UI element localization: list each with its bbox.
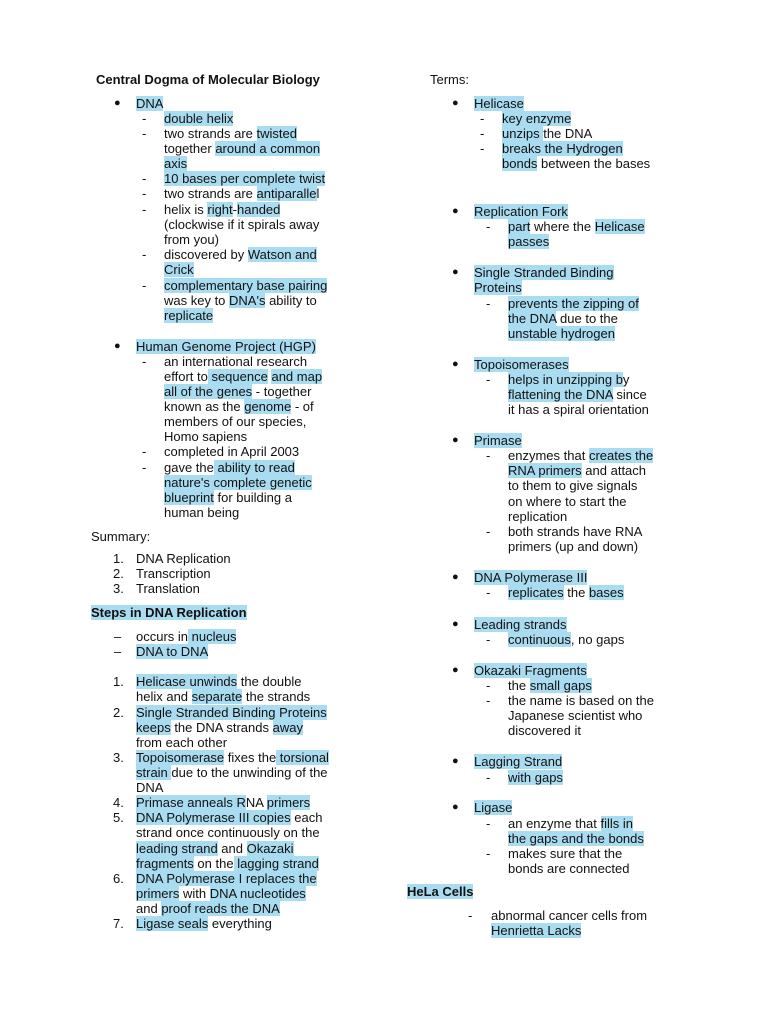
dash: - xyxy=(142,202,147,217)
term-item: an enzyme that fills in xyxy=(508,816,634,831)
term-item: enzymes that creates the xyxy=(508,448,654,463)
term-heading-cont: Proteins xyxy=(474,280,522,295)
dash: – xyxy=(114,644,122,659)
term-item-cont: the DNA due to the xyxy=(508,311,618,326)
dash: - xyxy=(486,296,491,311)
step-item-cont: fragments on the lagging strand xyxy=(136,856,319,871)
bullet: ● xyxy=(114,97,121,109)
bullet: ● xyxy=(452,434,459,446)
hgp-item-cont: all of the genes - together xyxy=(164,384,312,399)
hgp-item: completed in April 2003 xyxy=(164,444,300,459)
dash: - xyxy=(142,278,147,293)
dash: - xyxy=(486,816,491,831)
term-heading: Leading strands xyxy=(474,617,567,632)
terms-label: Terms: xyxy=(430,72,469,87)
bullet: ● xyxy=(452,358,459,370)
dna-item-cont: axis xyxy=(164,156,188,171)
dna-heading: DNA xyxy=(136,96,164,111)
steps-heading: Steps in DNA Replication xyxy=(91,605,247,620)
hgp-heading: Human Genome Project (HGP) xyxy=(136,339,316,354)
hgp-item-cont: effort to sequence and map xyxy=(164,369,323,384)
term-item: prevents the zipping of xyxy=(508,296,639,311)
hgp-item-cont: Homo sapiens xyxy=(164,429,248,444)
term-item: helps in unzipping by xyxy=(508,372,630,387)
hgp-item-cont: members of our species, xyxy=(164,414,307,429)
term-item-cont: discovered it xyxy=(508,723,581,738)
step-item: DNA Polymerase I replaces the xyxy=(136,871,317,886)
step-item-cont: keeps the DNA strands away xyxy=(136,720,303,735)
term-item: key enzyme xyxy=(502,111,572,126)
dash: - xyxy=(486,448,491,463)
list-number: 5. xyxy=(113,810,124,825)
term-item: with gaps xyxy=(508,770,563,785)
term-item-cont: bonds are connected xyxy=(508,861,630,876)
summary-item: Transcription xyxy=(136,566,211,581)
dash: - xyxy=(486,372,491,387)
step-item-cont: leading strand and Okazaki xyxy=(136,841,294,856)
step-item: DNA Polymerase III copies each xyxy=(136,810,323,825)
step-item-cont: and proof reads the DNA xyxy=(136,901,280,916)
hela-heading: HeLa Cells xyxy=(407,884,474,899)
dash: - xyxy=(142,444,147,459)
term-heading: Lagging Strand xyxy=(474,754,563,769)
steps-note: DNA to DNA xyxy=(136,644,209,659)
list-number: 2. xyxy=(113,566,124,581)
step-item-cont: strain due to the unwinding of the xyxy=(136,765,328,780)
step-item: Primase anneals RNA primers xyxy=(136,795,311,810)
dash: - xyxy=(486,678,491,693)
term-item: makes sure that the xyxy=(508,846,623,861)
dna-item-cont: replicate xyxy=(164,308,214,323)
bullet: ● xyxy=(452,664,459,676)
bullet: ● xyxy=(452,97,459,109)
dash: - xyxy=(486,524,491,539)
dash: – xyxy=(114,629,122,644)
list-number: 4. xyxy=(113,795,124,810)
dash: - xyxy=(486,693,491,708)
dash: - xyxy=(486,846,491,861)
list-number: 1. xyxy=(113,551,124,566)
bullet: ● xyxy=(452,618,459,630)
term-heading: Single Stranded Binding xyxy=(474,265,614,280)
dna-item: two strands are antiparallel xyxy=(164,186,320,201)
hgp-item-cont: known as the genome - of xyxy=(164,399,314,414)
summary-label: Summary: xyxy=(91,529,151,544)
dash: - xyxy=(142,171,147,186)
hgp-item: gave the ability to read xyxy=(164,460,295,475)
dash: - xyxy=(486,219,491,234)
step-item: Single Stranded Binding Proteins xyxy=(136,705,327,720)
term-item-cont: flattening the DNA since xyxy=(508,387,647,402)
hgp-item-cont: human being xyxy=(164,505,240,520)
dash: - xyxy=(486,585,491,600)
summary-item: DNA Replication xyxy=(136,551,231,566)
bullet: ● xyxy=(452,801,459,813)
bullet: ● xyxy=(452,266,459,278)
term-item-cont: unstable hydrogen xyxy=(508,326,615,341)
summary-item: Translation xyxy=(136,581,200,596)
bullet: ● xyxy=(452,205,459,217)
dash: - xyxy=(142,354,147,369)
term-item: unzips the DNA xyxy=(502,126,593,141)
dash: - xyxy=(142,186,147,201)
dna-item: double helix xyxy=(164,111,234,126)
term-item: the small gaps xyxy=(508,678,592,693)
step-item-cont: DNA xyxy=(136,780,164,795)
term-heading: Topoisomerases xyxy=(474,357,569,372)
term-heading: Okazaki Fragments xyxy=(474,663,587,678)
step-item-cont: primers with DNA nucleotides xyxy=(136,886,306,901)
step-item-cont: strand once continuously on the xyxy=(136,825,320,840)
dash: - xyxy=(480,126,485,141)
term-item-cont: primers (up and down) xyxy=(508,539,639,554)
step-item: Ligase seals everything xyxy=(136,916,272,931)
list-number: 2. xyxy=(113,705,124,720)
hela-item: abnormal cancer cells from xyxy=(491,908,648,923)
term-item-cont: bonds between the bases xyxy=(502,156,651,171)
term-item-cont: RNA primers and attach xyxy=(508,463,647,478)
step-item-cont: helix and separate the strands xyxy=(136,689,311,704)
dash: - xyxy=(486,632,491,647)
term-item-cont: it has a spiral orientation xyxy=(508,402,649,417)
hgp-item: an international research xyxy=(164,354,308,369)
dna-item-cont: from you) xyxy=(164,232,219,247)
term-item: both strands have RNA xyxy=(508,524,643,539)
bullet: ● xyxy=(452,571,459,583)
term-heading: Helicase xyxy=(474,96,524,111)
term-item: part where the Helicase xyxy=(508,219,645,234)
term-item-cont: to them to give signals xyxy=(508,478,638,493)
dna-item: complementary base pairing xyxy=(164,278,328,293)
list-number: 6. xyxy=(113,871,124,886)
dna-item: two strands are twisted xyxy=(164,126,297,141)
term-heading: Ligase xyxy=(474,800,513,815)
step-item-cont: from each other xyxy=(136,735,228,750)
dna-item-cont: Crick xyxy=(164,262,194,277)
term-heading: DNA Polymerase III xyxy=(474,570,588,585)
term-item: continuous, no gaps xyxy=(508,632,625,647)
list-number: 3. xyxy=(113,750,124,765)
term-item: the name is based on the xyxy=(508,693,654,708)
bullet: ● xyxy=(114,340,121,352)
dash: - xyxy=(142,460,147,475)
term-item-cont: passes xyxy=(508,234,550,249)
bullet: ● xyxy=(452,755,459,767)
term-item-cont: the gaps and the bonds xyxy=(508,831,644,846)
hgp-item-cont: nature's complete genetic xyxy=(164,475,312,490)
term-item: replicates the bases xyxy=(508,585,624,600)
dna-item: 10 bases per complete twist xyxy=(164,171,326,186)
term-item-cont: Japanese scientist who xyxy=(508,708,643,723)
dash: - xyxy=(142,247,147,262)
dna-item-cont: (clockwise if it spirals away xyxy=(164,217,320,232)
term-heading: Primase xyxy=(474,433,522,448)
step-item: Helicase unwinds the double xyxy=(136,674,302,689)
term-item-cont: replication xyxy=(508,509,568,524)
dna-item: helix is right-handed xyxy=(164,202,281,217)
hgp-item-cont: blueprint for building a xyxy=(164,490,292,505)
dash: - xyxy=(142,126,147,141)
steps-note: occurs in nucleus xyxy=(136,629,237,644)
page-title: Central Dogma of Molecular Biology xyxy=(96,72,320,87)
dash: - xyxy=(480,141,485,156)
step-item: Topoisomerase fixes the torsional xyxy=(136,750,329,765)
dna-item: discovered by Watson and xyxy=(164,247,317,262)
dna-item-cont: together around a common xyxy=(164,141,321,156)
term-item-cont: on where to start the xyxy=(508,494,627,509)
term-heading: Replication Fork xyxy=(474,204,568,219)
dash: - xyxy=(142,111,147,126)
term-item: breaks the Hydrogen xyxy=(502,141,623,156)
list-number: 7. xyxy=(113,916,124,931)
list-number: 1. xyxy=(113,674,124,689)
dna-item-cont: was key to DNA's ability to xyxy=(164,293,317,308)
dash: - xyxy=(486,770,491,785)
dash: - xyxy=(468,908,473,923)
hela-item-cont: Henrietta Lacks xyxy=(491,923,582,938)
dash: - xyxy=(480,111,485,126)
list-number: 3. xyxy=(113,581,124,596)
